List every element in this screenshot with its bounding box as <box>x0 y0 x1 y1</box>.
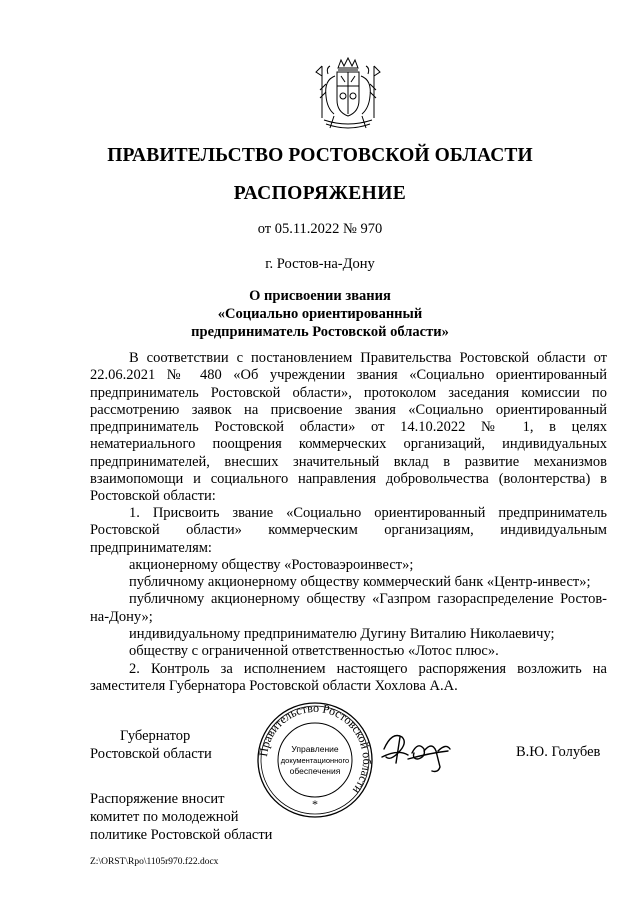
recipient-item: публичному акционерному обществу коммерческий банк «Центр-инвест»; <box>129 574 591 591</box>
orders-section <box>90 505 607 695</box>
official-stamp <box>255 700 375 820</box>
note-line: Распоряжение вносит <box>90 791 225 807</box>
recipient-item: обществу с ограниченной ответственностью «Лотос плюс». <box>129 643 499 660</box>
submission-note <box>90 790 272 844</box>
handwritten-signature <box>378 727 488 777</box>
document-city: г. Ростов-на-Дону <box>265 256 375 272</box>
stamp-ring-text: Правительство Ростовской области <box>256 700 375 797</box>
stamp-star: * <box>312 797 318 811</box>
signer-name: В.Ю. Голубев <box>516 744 601 760</box>
stamp-center-line: Управление <box>291 744 339 754</box>
recipient-item: индивидуальному предпринимателю Дугину Виталию Николаевичу; <box>129 626 555 643</box>
note-line: комитет по молодежной <box>90 809 239 825</box>
stamp-center-line: документационного <box>280 756 350 765</box>
stamp-center-line: обеспечения <box>289 766 341 776</box>
recipient-item: акционерному обществу «Ростоваэроинвест»; <box>129 556 414 573</box>
signer-position: Губернатор <box>120 728 191 744</box>
document-date-number: от 05.11.2022 № 970 <box>257 221 383 237</box>
note-line: политике Ростовской области <box>90 827 273 843</box>
order-item-1: 1. Присвоить звание «Социально ориентированный предприниматель Ростовской области» коммерческим организациям, индивидуальным предпринимателям: <box>90 505 607 556</box>
order-item-2: 2. Контроль за исполнением настоящего распоряжения возложить на заместителя Губернатора Ростовской области Хохлова А.А. <box>90 660 607 694</box>
recipient-item: публичному акционерному обществу «Газпром газораспределение Ростов-на-Дону»; <box>90 591 607 625</box>
preamble-text: В соответствии с постановлением Правительства Ростовской области от 22.06.2021 № 480 «Об учреждении звания «Социально ориентированный предприниматель Ростовской области», протоколом заседания комиссии по рассмотрению заявок на присвоение звания «Социально ориентированный предприниматель Ростовской области» от 14.10.2022 № 1, в целях нематериального поощрения коммерческих организаций, индивидуальных предпринимателей, внесших значительный вклад в развитие механизмов взаимопомощи и социального направления добровольчества (волонтерства) в Ростовской области: <box>90 350 607 505</box>
document-type: РАСПОРЯЖЕНИЕ <box>233 183 407 204</box>
file-path: Z:\ORST\Rpo\1105r970.f22.docx <box>90 857 219 867</box>
coat-of-arms-emblem <box>314 56 382 136</box>
subject-line: О присвоении звания <box>249 288 391 304</box>
government-title: ПРАВИТЕЛЬСТВО РОСТОВСКОЙ ОБЛАСТИ <box>107 145 533 166</box>
signer-region: Ростовской области <box>90 746 212 762</box>
signer-title <box>90 727 212 763</box>
document-subject <box>0 287 640 341</box>
subject-line: предприниматель Ростовской области» <box>191 324 449 340</box>
preamble <box>90 350 607 506</box>
subject-line: «Социально ориентированный <box>217 306 423 322</box>
